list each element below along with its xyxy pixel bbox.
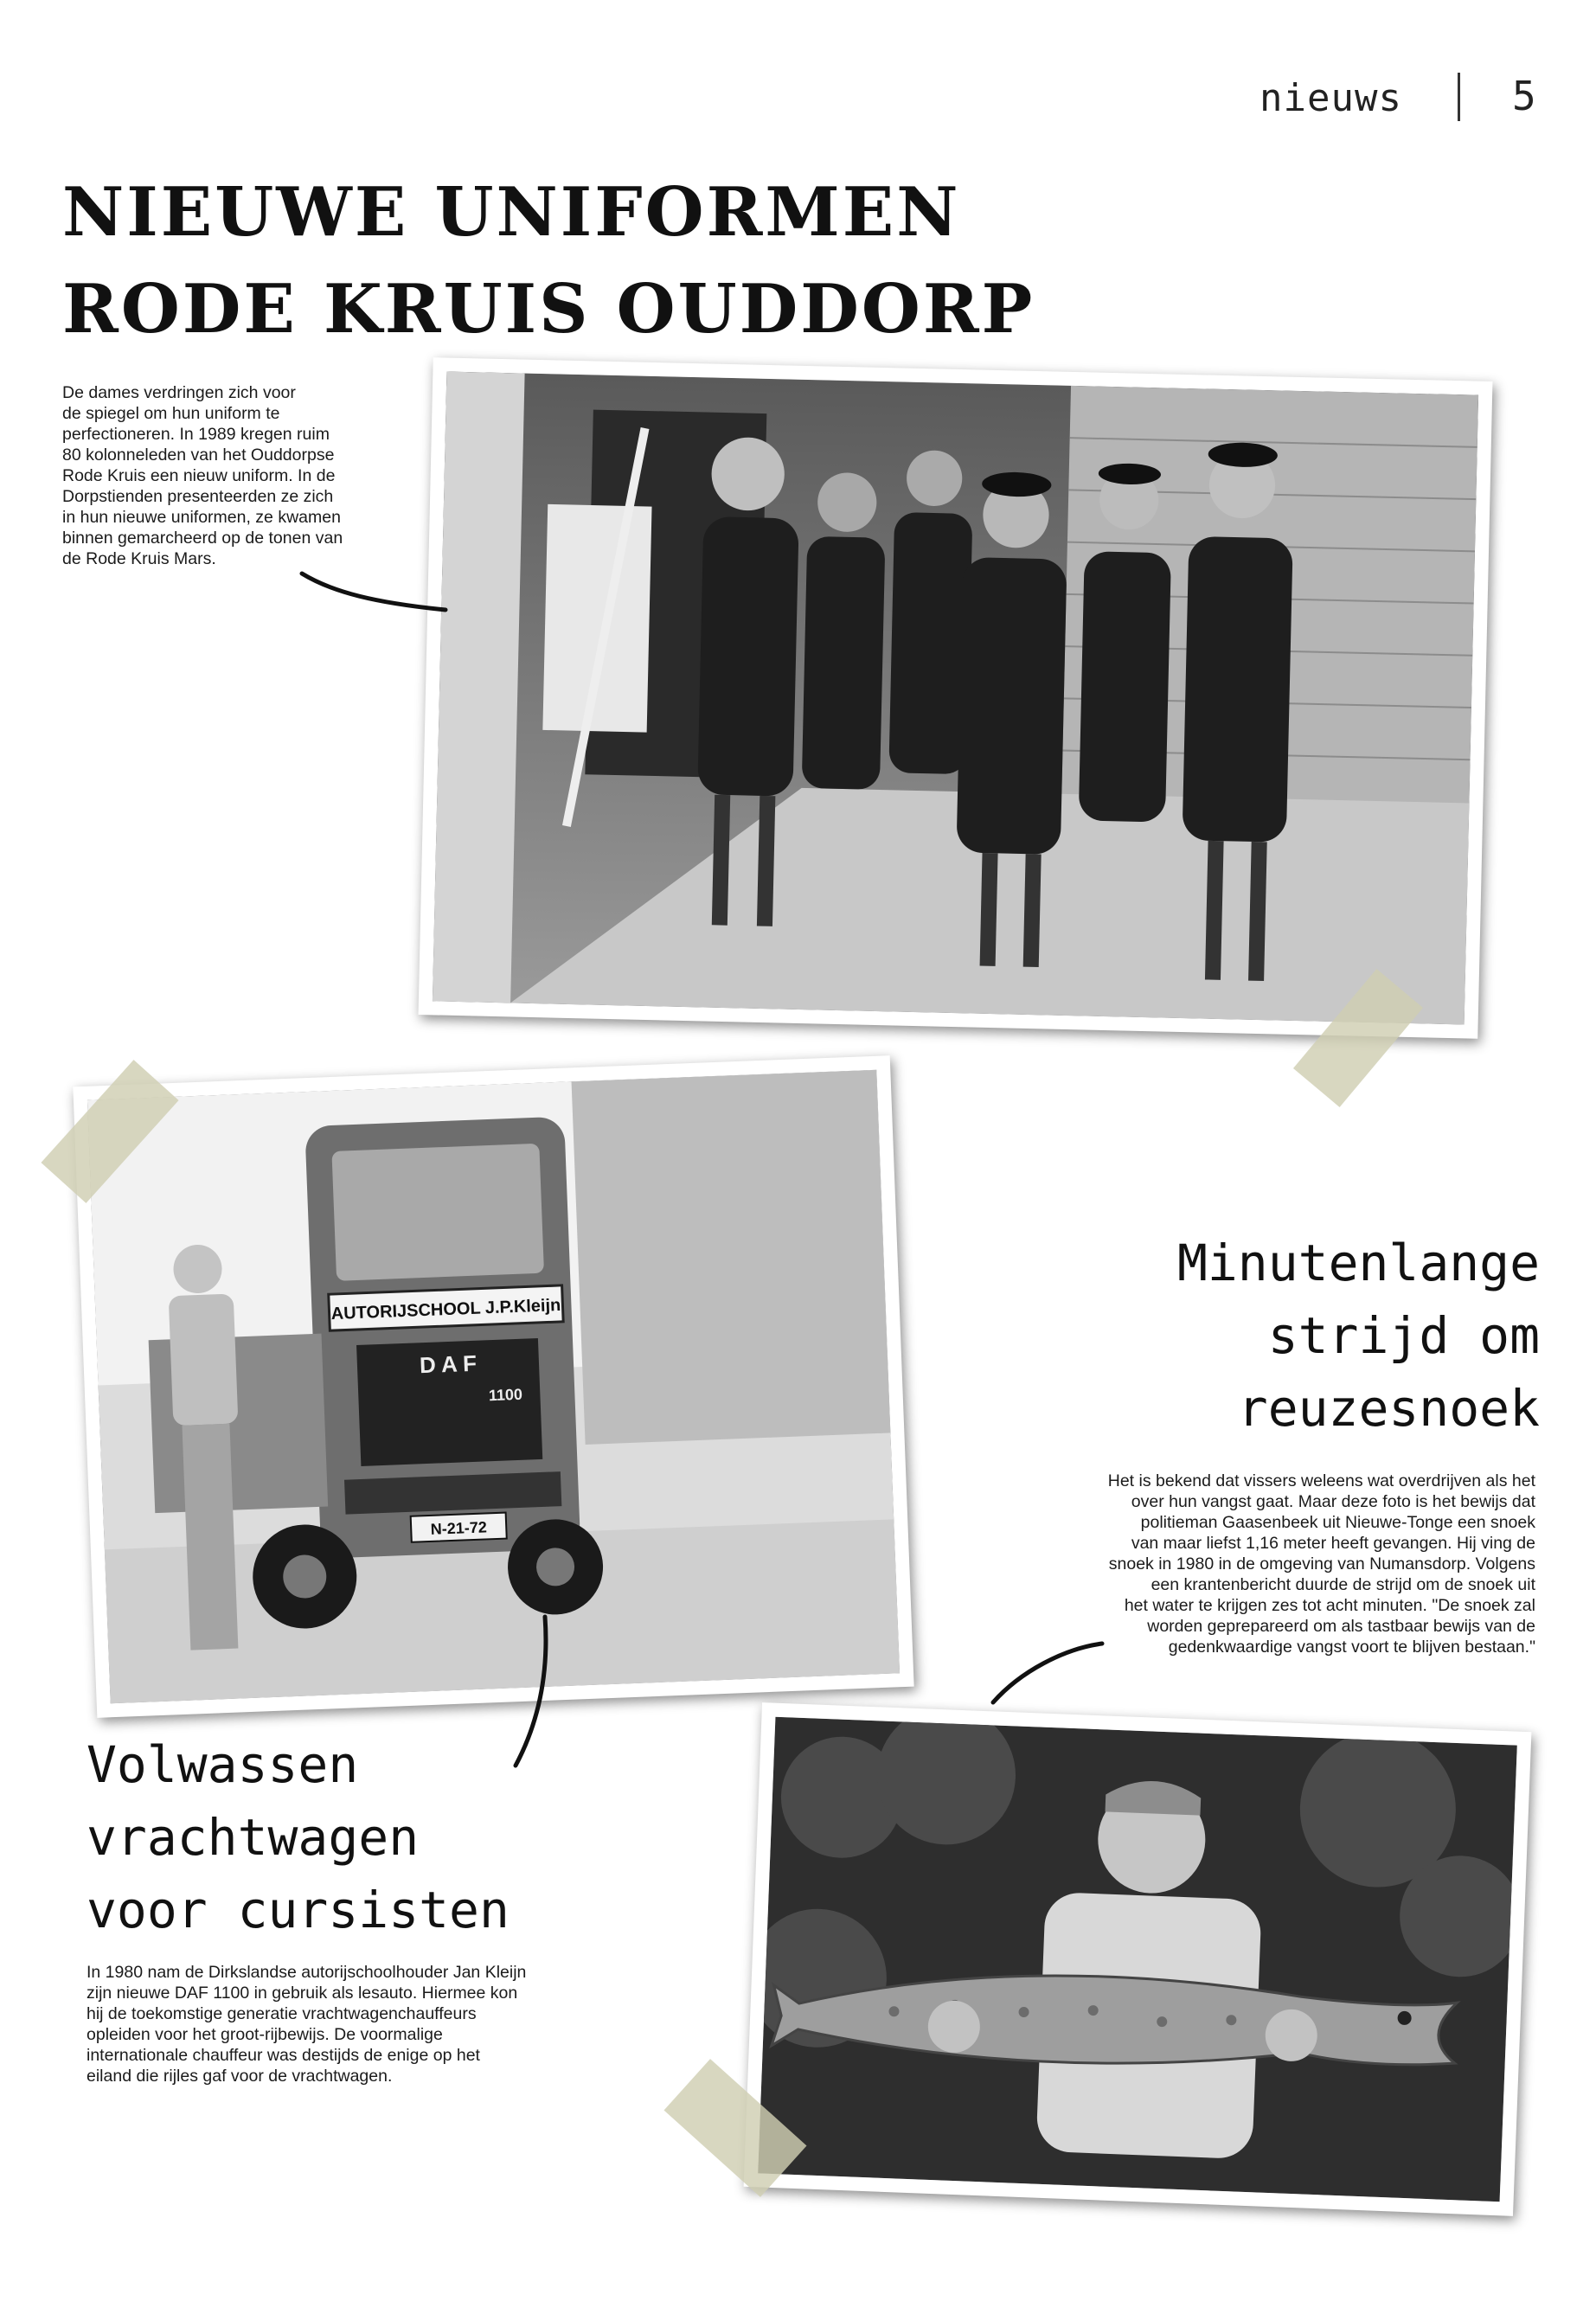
headline-line: strijd om xyxy=(1267,1306,1540,1365)
body-line: de Rode Kruis Mars. xyxy=(62,549,216,568)
body-line: gedenkwaardige vangst voort te blijven bestaan." xyxy=(1168,1638,1535,1657)
headline-line: reuzesnoek xyxy=(1237,1379,1540,1438)
headline-line: vrachtwagen xyxy=(87,1808,420,1867)
body-line: worden geprepareerd om als tastbaar bewijs van de xyxy=(1147,1617,1535,1636)
body-line: een krantenbericht duurde de strijd om de snoek uit xyxy=(1151,1575,1535,1594)
body-line: over hun vangst gaat. Maar deze foto is het bewijs dat xyxy=(1131,1492,1535,1511)
body-line: de spiegel om hun uniform te xyxy=(62,404,280,423)
photo-daf-truck xyxy=(73,1055,913,1718)
headline-line: voor cursisten xyxy=(87,1881,510,1939)
truck-sign-text: AUTORIJSCHOOL J.P.Kleijn xyxy=(330,1295,561,1324)
uniforms-illustration xyxy=(433,372,1478,1025)
body-line: hij de toekomstige generatie vrachtwagenchauffeurs xyxy=(87,2004,477,2023)
pike-illustration xyxy=(758,1717,1517,2202)
body-line: in hun nieuwe uniformen, ze kwamen xyxy=(62,508,341,527)
body-line: Rode Kruis een nieuw uniform. In de xyxy=(62,466,336,485)
body-line: 80 kolonneleden van het Ouddorpse xyxy=(62,445,335,465)
body-line: politieman Gaasenbeek uit Nieuwe-Tonge een snoek xyxy=(1140,1513,1535,1532)
truck-illustration xyxy=(87,1070,900,1704)
body-line: De dames verdringen zich voor xyxy=(62,383,296,402)
article-body-uniforms xyxy=(62,382,374,569)
body-line: eiland die rijles gaf voor de vrachtwagen. xyxy=(87,2067,393,2086)
page-number: 5 xyxy=(1512,73,1536,119)
photo-pike-fish xyxy=(744,1702,1532,2216)
article-body-snoek xyxy=(1021,1471,1535,1657)
article-body-vrachtwagen xyxy=(87,1962,554,2086)
body-line: internationale chauffeur was destijds de enige op het xyxy=(87,2046,480,2065)
headline-line: NIEUWE UNIFORMEN xyxy=(62,173,961,252)
section-label: nieuws xyxy=(1259,76,1402,120)
photo-red-cross-uniforms xyxy=(419,357,1493,1039)
header-divider xyxy=(1458,73,1460,121)
body-line: van maar liefst 1,16 meter heeft gevangen. Hij ving de xyxy=(1131,1534,1535,1553)
truck-brand-text: D A F xyxy=(419,1349,478,1379)
headline-line: RODE KRUIS OUDDORP xyxy=(62,270,1035,349)
headline-line: Volwassen xyxy=(87,1735,359,1794)
article-headline-vrachtwagen xyxy=(87,1728,606,1946)
truck-model-text: 1100 xyxy=(488,1385,523,1405)
headline-line: Minutenlange xyxy=(1176,1234,1540,1292)
body-line: perfectioneren. In 1989 kregen ruim xyxy=(62,425,330,444)
body-line: snoek in 1980 in de omgeving van Numansdorp. Volgens xyxy=(1108,1554,1535,1574)
license-plate: N-21-72 xyxy=(430,1518,488,1538)
article-headline-snoek xyxy=(1029,1227,1540,1445)
body-line: het water te krijgen zes tot acht minuten. "De snoek zal xyxy=(1124,1596,1535,1615)
article-headline xyxy=(62,164,1035,358)
body-line: opleiden voor het groot-rijbewijs. De voormalige xyxy=(87,2025,443,2044)
body-line: In 1980 nam de Dirkslandse autorijschoolhouder Jan Kleijn xyxy=(87,1963,527,1982)
body-line: binnen gemarcheerd op de tonen van xyxy=(62,529,343,548)
body-line: Dorpstienden presenteerden ze zich xyxy=(62,487,334,506)
body-line: zijn nieuwe DAF 1100 in gebruik als lesauto. Hiermee kon xyxy=(87,1984,518,2003)
body-line: Het is bekend dat vissers weleens wat overdrijven als het xyxy=(1107,1471,1535,1490)
